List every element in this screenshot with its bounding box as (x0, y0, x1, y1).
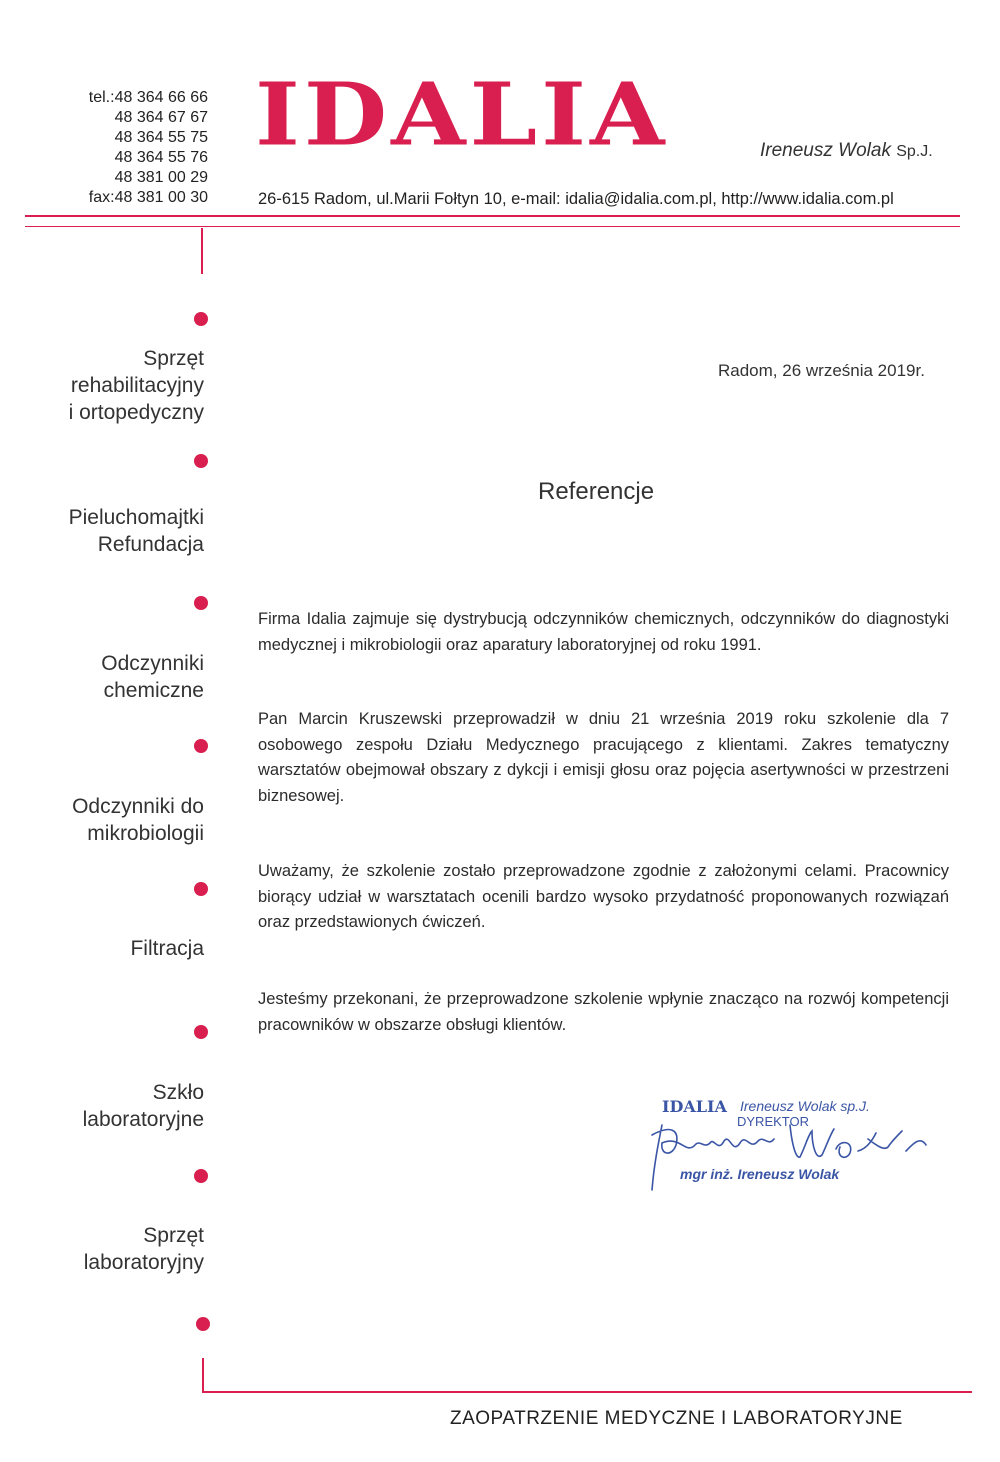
sidebar-item-label: mikrobiologii (87, 822, 204, 845)
letter-date: Radom, 26 września 2019r. (718, 361, 925, 380)
sidebar-item-rehabilitation (4, 345, 204, 426)
sidebar-item-filtration (4, 935, 204, 962)
sidebar-item-label: i ortopedyczny (68, 401, 204, 424)
letter-paragraph: Jesteśmy przekonani, że przeprowadzone szkolenie wpłynie znacząco na rozwój kompetencji pracowników w obszarze obsługi klientów. (258, 990, 949, 1034)
bullet-dot (194, 1025, 208, 1039)
signature-stamp (640, 1095, 940, 1195)
phone-number: tel.:48 364 66 66 (88, 89, 208, 106)
sidebar-item-chemical-reagents (4, 650, 204, 704)
sidebar-item-label: Odczynniki (101, 652, 204, 675)
bullet-dot (194, 454, 208, 468)
company-owner: Ireneusz Wolak (760, 140, 891, 161)
phone-number: 48 381 00 29 (114, 169, 208, 186)
letter-paragraph: Firma Idalia zajmuje się dystrybucją odczynników chemicznych, odczynników do diagnostyki medycznej i mikrobiologii oraz aparatury laboratoryjnej od roku 1991. (258, 610, 949, 654)
letter-paragraph: Pan Marcin Kruszewski przeprowadził w dniu 21 września 2019 roku szkolenie dla 7 osobowego zespołu Działu Medycznego pracującego z klientami. Zakres tematyczny warsztatów obejmował obszary z dykcji i emisji głosu oraz pojęcia asertywności w przestrzeni biznesowej. (258, 710, 949, 805)
bullet-dot (194, 596, 208, 610)
sidebar-item-label: laboratoryjny (83, 1251, 204, 1274)
sidebar-item-diapers (4, 504, 204, 558)
phone-list (40, 88, 208, 208)
sidebar-item-lab-glass (4, 1079, 204, 1133)
company-logo: IDALIA (255, 63, 669, 166)
sidebar-rule-top (201, 228, 203, 274)
sidebar-item-label: chemiczne (103, 679, 204, 702)
phone-number: 48 364 55 75 (114, 129, 208, 146)
bullet-dot (196, 1317, 210, 1331)
stamp-name: mgr inż. Ireneusz Wolak (680, 1166, 840, 1182)
company-address: 26-615 Radom, ul.Marii Fołtyn 10, e-mail: idalia@idalia.com.pl, http://www.idalia.com.pl (258, 190, 894, 208)
stamp-company: Ireneusz Wolak sp.J. (740, 1098, 870, 1114)
phone-number: 48 364 67 67 (114, 109, 208, 126)
company-name (760, 140, 933, 162)
footer-rule (202, 1391, 972, 1393)
stamp-role: DYREKTOR (737, 1114, 809, 1129)
sidebar-item-label: Filtracja (130, 937, 204, 960)
phone-number: 48 364 55 76 (114, 149, 208, 166)
fax-number: fax:48 381 00 30 (88, 189, 208, 206)
sidebar-item-label: Pieluchomajtki (68, 506, 204, 529)
bullet-dot (194, 1169, 208, 1183)
sidebar-item-label: Odczynniki do (72, 795, 204, 818)
letter-title: Referencje (538, 478, 655, 505)
footer-rule-vertical (202, 1358, 204, 1393)
header-rule-top (25, 215, 960, 217)
bullet-dot (194, 882, 208, 896)
sidebar-item-label: laboratoryjne (82, 1108, 204, 1131)
company-suffix: Sp.J. (896, 143, 933, 160)
sidebar-item-label: Sprzęt (143, 347, 204, 370)
stamp-brand: IDALIA (662, 1097, 727, 1116)
letter-paragraph: Uważamy, że szkolenie zostało przeprowadzone zgodnie z założonymi celami. Pracownicy biorący udział w warsztatach ocenili bardzo wysoko przydatność proponowanych rozwiązań oraz przedstawionych ćwiczeń. (258, 862, 949, 931)
sidebar-item-label: rehabilitacyjny (70, 374, 204, 397)
sidebar-item-label: Szkło (152, 1081, 204, 1104)
sidebar-item-microbiology (4, 793, 204, 847)
sidebar-item-label: Refundacja (97, 533, 204, 556)
footer-tagline: ZAOPATRZENIE MEDYCZNE I LABORATORYJNE (450, 1408, 903, 1429)
sidebar-item-lab-equipment (4, 1222, 204, 1276)
bullet-dot (194, 312, 208, 326)
header-rule-bottom (25, 226, 960, 227)
bullet-dot (194, 739, 208, 753)
sidebar-item-label: Sprzęt (143, 1224, 204, 1247)
